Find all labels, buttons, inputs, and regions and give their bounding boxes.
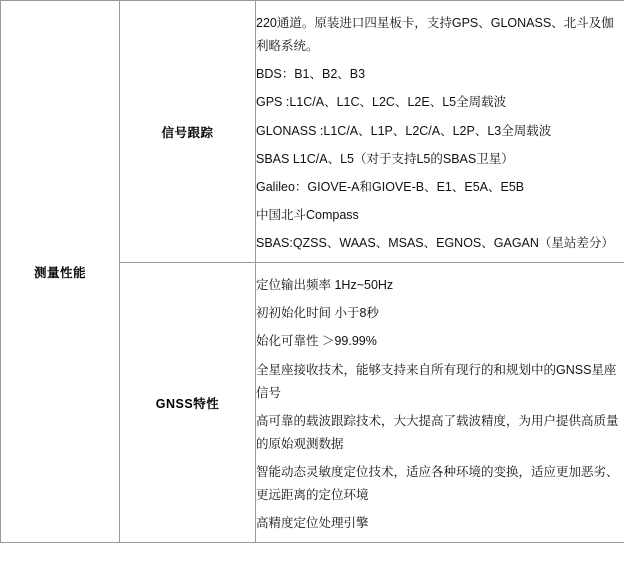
detail-line: 始化可靠性 ＞99.99%	[256, 334, 377, 349]
detail-line: GPS :L1C/A、L1C、L2C、L2E、L5全周载波	[256, 95, 507, 110]
detail-line: 高可靠的载波跟踪技术，大大提高了载波精度，为用户提供高质量的原始观测数据	[256, 413, 619, 451]
detail-line: 高精度定位处理引擎	[256, 516, 369, 531]
feature-cell-signal-tracking: 信号跟踪	[120, 1, 256, 263]
detail-cell-gnss-characteristics	[256, 263, 624, 543]
detail-line: 220通道。原装进口四星板卡，支持GPS、GLONASS、北斗及伽利略系统。	[256, 16, 614, 54]
detail-line: SBAS:QZSS、WAAS、MSAS、EGNOS、GAGAN（星站差分）	[256, 236, 614, 250]
feature-cell-gnss-characteristics: GNSS特性	[120, 263, 256, 543]
detail-line: 全星座接收技术，能够支持来自所有现行的和规划中的GNSS星座信号	[256, 362, 617, 400]
detail-line: GLONASS :L1C/A、L1P、L2C/A、L2P、L3全周载波	[256, 123, 552, 138]
detail-line: Galileo：GIOVE-A和GIOVE-B、E1、E5A、E5B	[256, 179, 525, 194]
detail-line: SBAS L1C/A、L5（对于支持L5的SBAS卫星）	[256, 151, 514, 166]
table-row	[1, 1, 624, 263]
detail-line: 定位输出频率 1Hz~50Hz	[256, 278, 394, 293]
category-cell: 测量性能	[1, 1, 120, 543]
detail-line: BDS：B1、B2、B3	[256, 67, 366, 82]
detail-line: 智能动态灵敏度定位技术，适应各种环境的变换，适应更加恶劣、更远距离的定位环境	[256, 465, 619, 503]
detail-cell-signal-tracking	[256, 1, 624, 263]
detail-line: 初初始化时间 小于8秒	[256, 306, 379, 321]
detail-line: 中国北斗Compass	[256, 207, 359, 222]
